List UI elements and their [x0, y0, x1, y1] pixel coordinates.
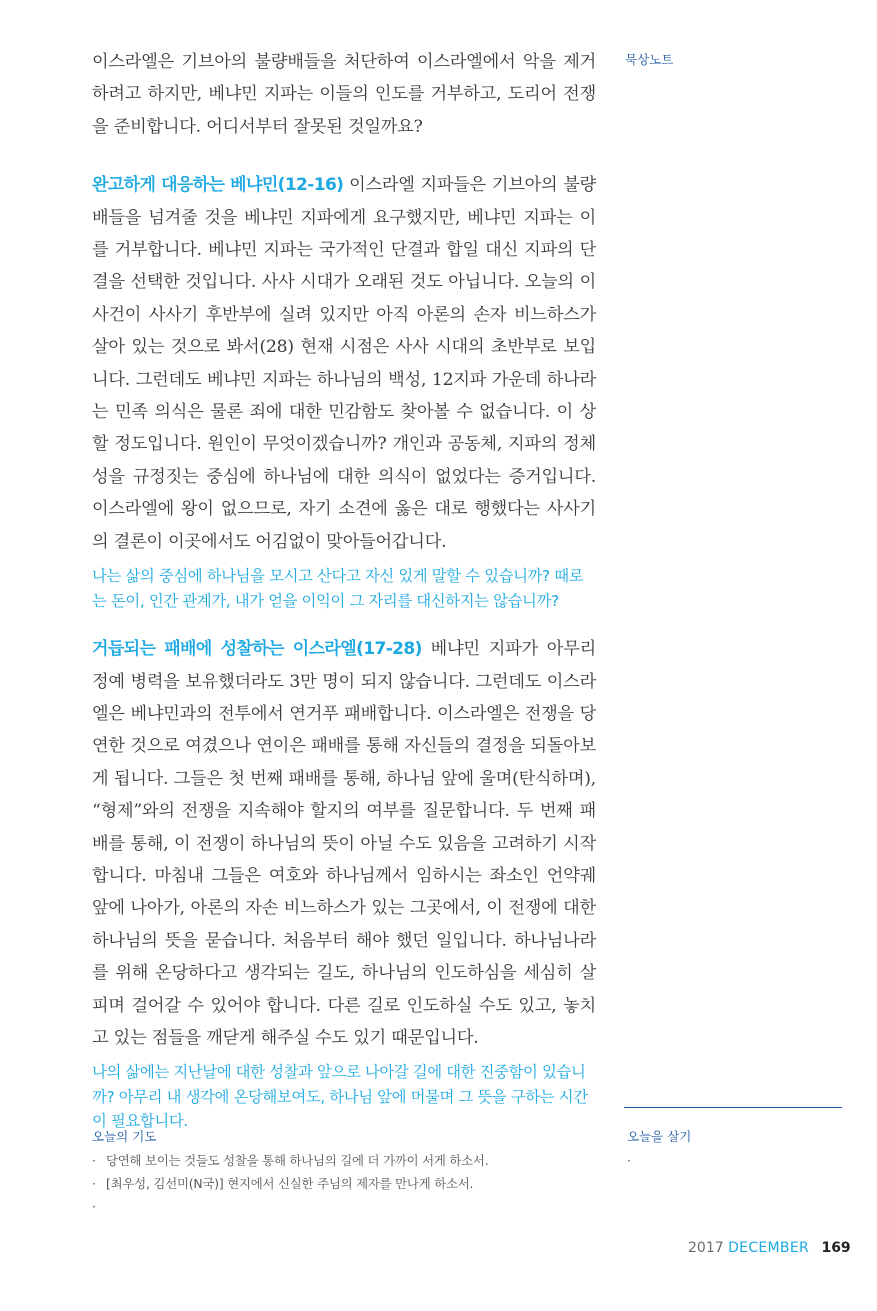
section2-reflection: 나의 삶에는 지난날에 대한 성찰과 앞으로 나아갈 길에 대한 진중함이 있습니까? 아무리 내 생각에 온당해보여도, 하나님 앞에 머물며 그 뜻을 구하는 시간이 필요합니다. — [92, 1063, 588, 1131]
section1-reflection: 나는 삶의 중심에 하나님을 모시고 산다고 자신 있게 말할 수 있습니까? 때로는 돈이, 인간 관계가, 내가 얻을 이익이 그 자리를 대신하지는 않습니까? — [92, 567, 584, 610]
prayer-item — [92, 1195, 592, 1218]
section1-body: 이스라엘 지파들은 기브아의 불량배들을 넘겨줄 것을 베냐민 지파에게 요구했지만, 베냐민 지파는 이를 거부합니다. 베냐민 지파는 국가적인 단결과 합일 대신 지파의 단결을 선택한 것입니다. 사사 시대가 오래된 것도 아닙니다. 오늘의 이 사건이 사사기 후반부에 실려 있지만 아직 아론의 손자 비느하스가 살아 있는 것으로 봐서(28) 현재 시점은 사사 시대의 초반부로 보입니다. 그런데도 베냐민 지파는 하나님의 백성, 12지파 가운데 하나라는 민족 의식은 물론 죄에 대한 민감함도 찾아볼 수 없습니다. 이 상할 정도입니다. 원인이 무엇이겠습니까? 개인과 공동체, 지파의 정체성을 규정짓는 중심에 하나님에 대한 의식이 없었다는 증거입니다. 이스라엘에 왕이 없으므로, 자기 소견에 옳은 대로 행했다는 사사기의 결론이 이곳에서도 어김없이 맞아들어갑니다. — [92, 175, 596, 552]
bullet-icon: · — [92, 1176, 96, 1191]
section-label: 묵상노트 — [625, 52, 674, 67]
prayer-item: · [최우성, 김선미(N국)] 현지에서 신실한 주님의 제자를 만나게 하소서. — [92, 1172, 592, 1195]
bullet-icon: · — [92, 1199, 96, 1214]
footer-year: 2017 — [688, 1240, 724, 1256]
section2-paragraph — [92, 633, 596, 1054]
section1-paragraph — [92, 169, 596, 558]
prayer-item: · 당연해 보이는 것들도 성찰을 통해 하나님의 길에 더 가까이 서게 하소서. — [92, 1149, 592, 1172]
page-footer — [688, 1240, 851, 1256]
section1-heading: 완고하게 대응하는 베냐민(12-16) — [92, 175, 344, 196]
section2-heading: 거듭되는 패배에 성찰하는 이스라엘(17-28) — [92, 639, 422, 660]
page-number: 169 — [821, 1240, 851, 1256]
intro-paragraph: 이스라엘은 기브아의 불량배들을 처단하여 이스라엘에서 악을 제거하려고 하지만, 베냐민 지파는 이들의 인도를 거부하고, 도리어 전쟁을 준비합니다. 어디서부터 잘못된 것일까요? — [92, 52, 596, 137]
section2-body: 베냐민 지파가 아무리 정예 병력을 보유했더라도 3만 명이 되지 않습니다. 그런데도 이스라엘은 베냐민과의 전투에서 연거푸 패배합니다. 이스라엘은 전쟁을 당연한 것으로 여겼으나 연이은 패배를 통해 자신들의 결정을 되돌아보게 됩니다. 그들은 첫 번째 패배를 통해, 하나님 앞에 울며(탄식하며), “형제”와의 전쟁을 지속해야 할지의 여부를 질문합니다. 두 번째 패배를 통해, 이 전쟁이 하나님의 뜻이 아닐 수도 있음을 고려하기 시작합니다. 마침내 그들은 여호와 하나님께서 임하시는 좌소인 언약궤 앞에 나아가, 아론의 자손 비느하스가 있는 그곳에서, 이 전쟁에 대한 하나님의 뜻을 묻습니다. 처음부터 해야 했던 일입니다. 하나님나라를 위해 온당하다고 생각되는 길도, 하나님의 인도하심을 세심히 살피며 걸어갈 수 있어야 합니다. 다른 길로 인도하실 수도 있고, 놓치고 있는 점들을 깨닫게 해주실 수도 있기 때문입니다. — [92, 639, 597, 1048]
live-today-bullet: · — [627, 1153, 631, 1168]
footer-month: DECEMBER — [728, 1240, 809, 1256]
bullet-icon: · — [92, 1153, 96, 1168]
prayer-list — [92, 1149, 592, 1218]
main-column — [92, 46, 596, 1134]
divider — [624, 1107, 842, 1108]
live-today-heading: 오늘을 살기 — [627, 1129, 692, 1144]
prayer-heading: 오늘의 기도 — [92, 1129, 157, 1144]
